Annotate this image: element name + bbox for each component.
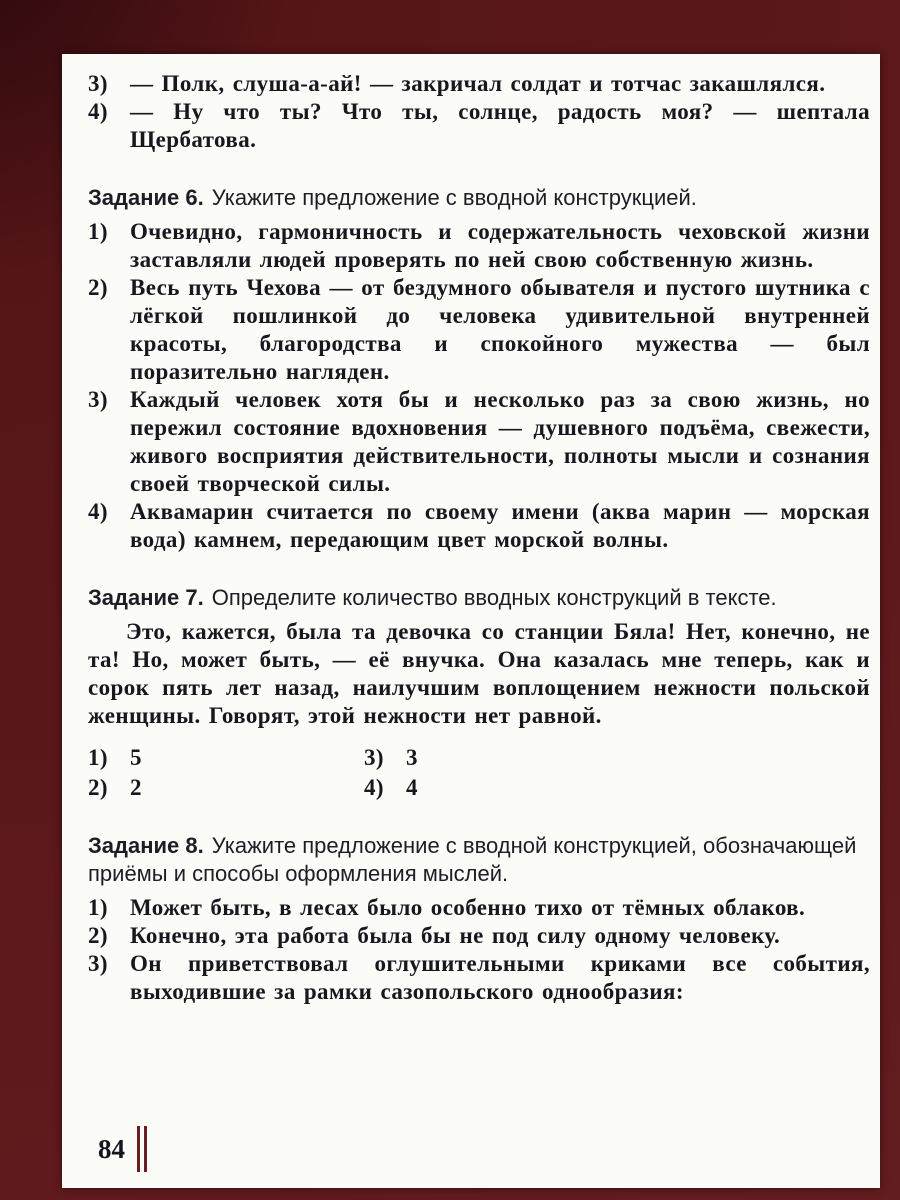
option-value: 5: [130, 745, 142, 770]
option-number: 4): [364, 775, 384, 800]
item-number: 3): [88, 387, 108, 412]
list-item: [88, 894, 870, 922]
previous-task-options: [88, 70, 870, 154]
list-item: [88, 498, 870, 554]
task7-text-excerpt: Это, кажется, была та девочка со станции Бяла! Нет, конечно, не та! Но, может быть, — её внучка. Она казалась мне теперь, как и сорок пять лет назад, наилучшим воплощением нежности польской женщины. Говорят, этой нежности нет равной.: [88, 619, 870, 728]
answer-option: [88, 744, 364, 772]
item-text: Очевидно, гармоничность и содержательность чеховской жизни заставляли людей проверять по ней свою собственную жизнь.: [130, 219, 870, 272]
list-item: [88, 218, 870, 274]
list-item: [88, 386, 870, 498]
item-text: Каждый человек хотя бы и несколько раз за свою жизнь, но пережил состояние вдохновения — душевного подъёма, свежести, живого восприятия действительности, полноты мысли и сознания своей творческой силы.: [130, 387, 870, 496]
task6-options: [88, 218, 870, 554]
item-number: 4): [88, 499, 108, 524]
list-item: [88, 950, 870, 1006]
task7-section: [88, 584, 870, 802]
task-heading: [88, 584, 870, 612]
list-item: [88, 922, 870, 950]
page-number: 84: [98, 1133, 125, 1164]
task8-section: [88, 832, 870, 1006]
option-number: 2): [88, 775, 108, 800]
task-label: Задание 8.: [88, 833, 204, 858]
task-heading: [88, 184, 870, 212]
item-text: — Ну что ты? Что ты, солнце, радость моя? — шептала Щербатова.: [130, 99, 870, 152]
page-marker-bars-icon: [137, 1126, 151, 1172]
task8-options: [88, 894, 870, 1006]
item-text: — Полк, слуша-а-ай! — закричал солдат и тотчас закашлялся.: [130, 71, 826, 96]
task-title: Укажите предложение с вводной конструкцией.: [211, 185, 697, 210]
answer-option: [88, 774, 364, 802]
list-item: [88, 98, 870, 154]
item-number: 2): [88, 923, 108, 948]
option-value: 4: [406, 775, 418, 800]
textbook-page: [62, 54, 880, 1188]
item-number: 1): [88, 219, 108, 244]
item-number: 3): [88, 951, 108, 976]
task7-answer-options: [88, 744, 870, 802]
item-number: 1): [88, 895, 108, 920]
task-title: Укажите предложение с вводной конструкцией, обозначающей приёмы и способы оформления мыслей.: [88, 833, 857, 886]
item-number: 4): [88, 99, 108, 124]
option-number: 1): [88, 745, 108, 770]
item-text: Может быть, в лесах было особенно тихо от тёмных облаков.: [130, 895, 806, 920]
item-text: Конечно, эта работа была бы не под силу одному человеку.: [130, 923, 781, 948]
list-item: [88, 70, 870, 98]
task-label: Задание 6.: [88, 185, 204, 210]
task-label: Задание 7.: [88, 585, 204, 610]
option-number: 3): [364, 745, 384, 770]
answer-option: [364, 744, 870, 772]
item-text: Весь путь Чехова — от бездумного обывателя и пустого шутника с лёгкой пошлинкой до человека удивительной внутренней красоты, благородства и спокойного мужества — был поразительно нагляден.: [130, 275, 870, 384]
page-footer: [98, 1126, 151, 1172]
task6-section: [88, 184, 870, 554]
item-number: 3): [88, 71, 108, 96]
option-value: 2: [130, 775, 142, 800]
task-title: Определите количество вводных конструкций в тексте.: [211, 585, 777, 610]
option-value: 3: [406, 745, 418, 770]
list-item: [88, 274, 870, 386]
item-text: Аквамарин считается по своему имени (аква марин — морская вода) камнем, передающим цвет морской волны.: [130, 499, 870, 552]
task-heading: [88, 832, 870, 888]
item-number: 2): [88, 275, 108, 300]
answer-option: [364, 774, 870, 802]
item-text: Он приветствовал оглушительными криками все события, выходившие за рамки сазопольского однообразия:: [130, 951, 870, 1004]
